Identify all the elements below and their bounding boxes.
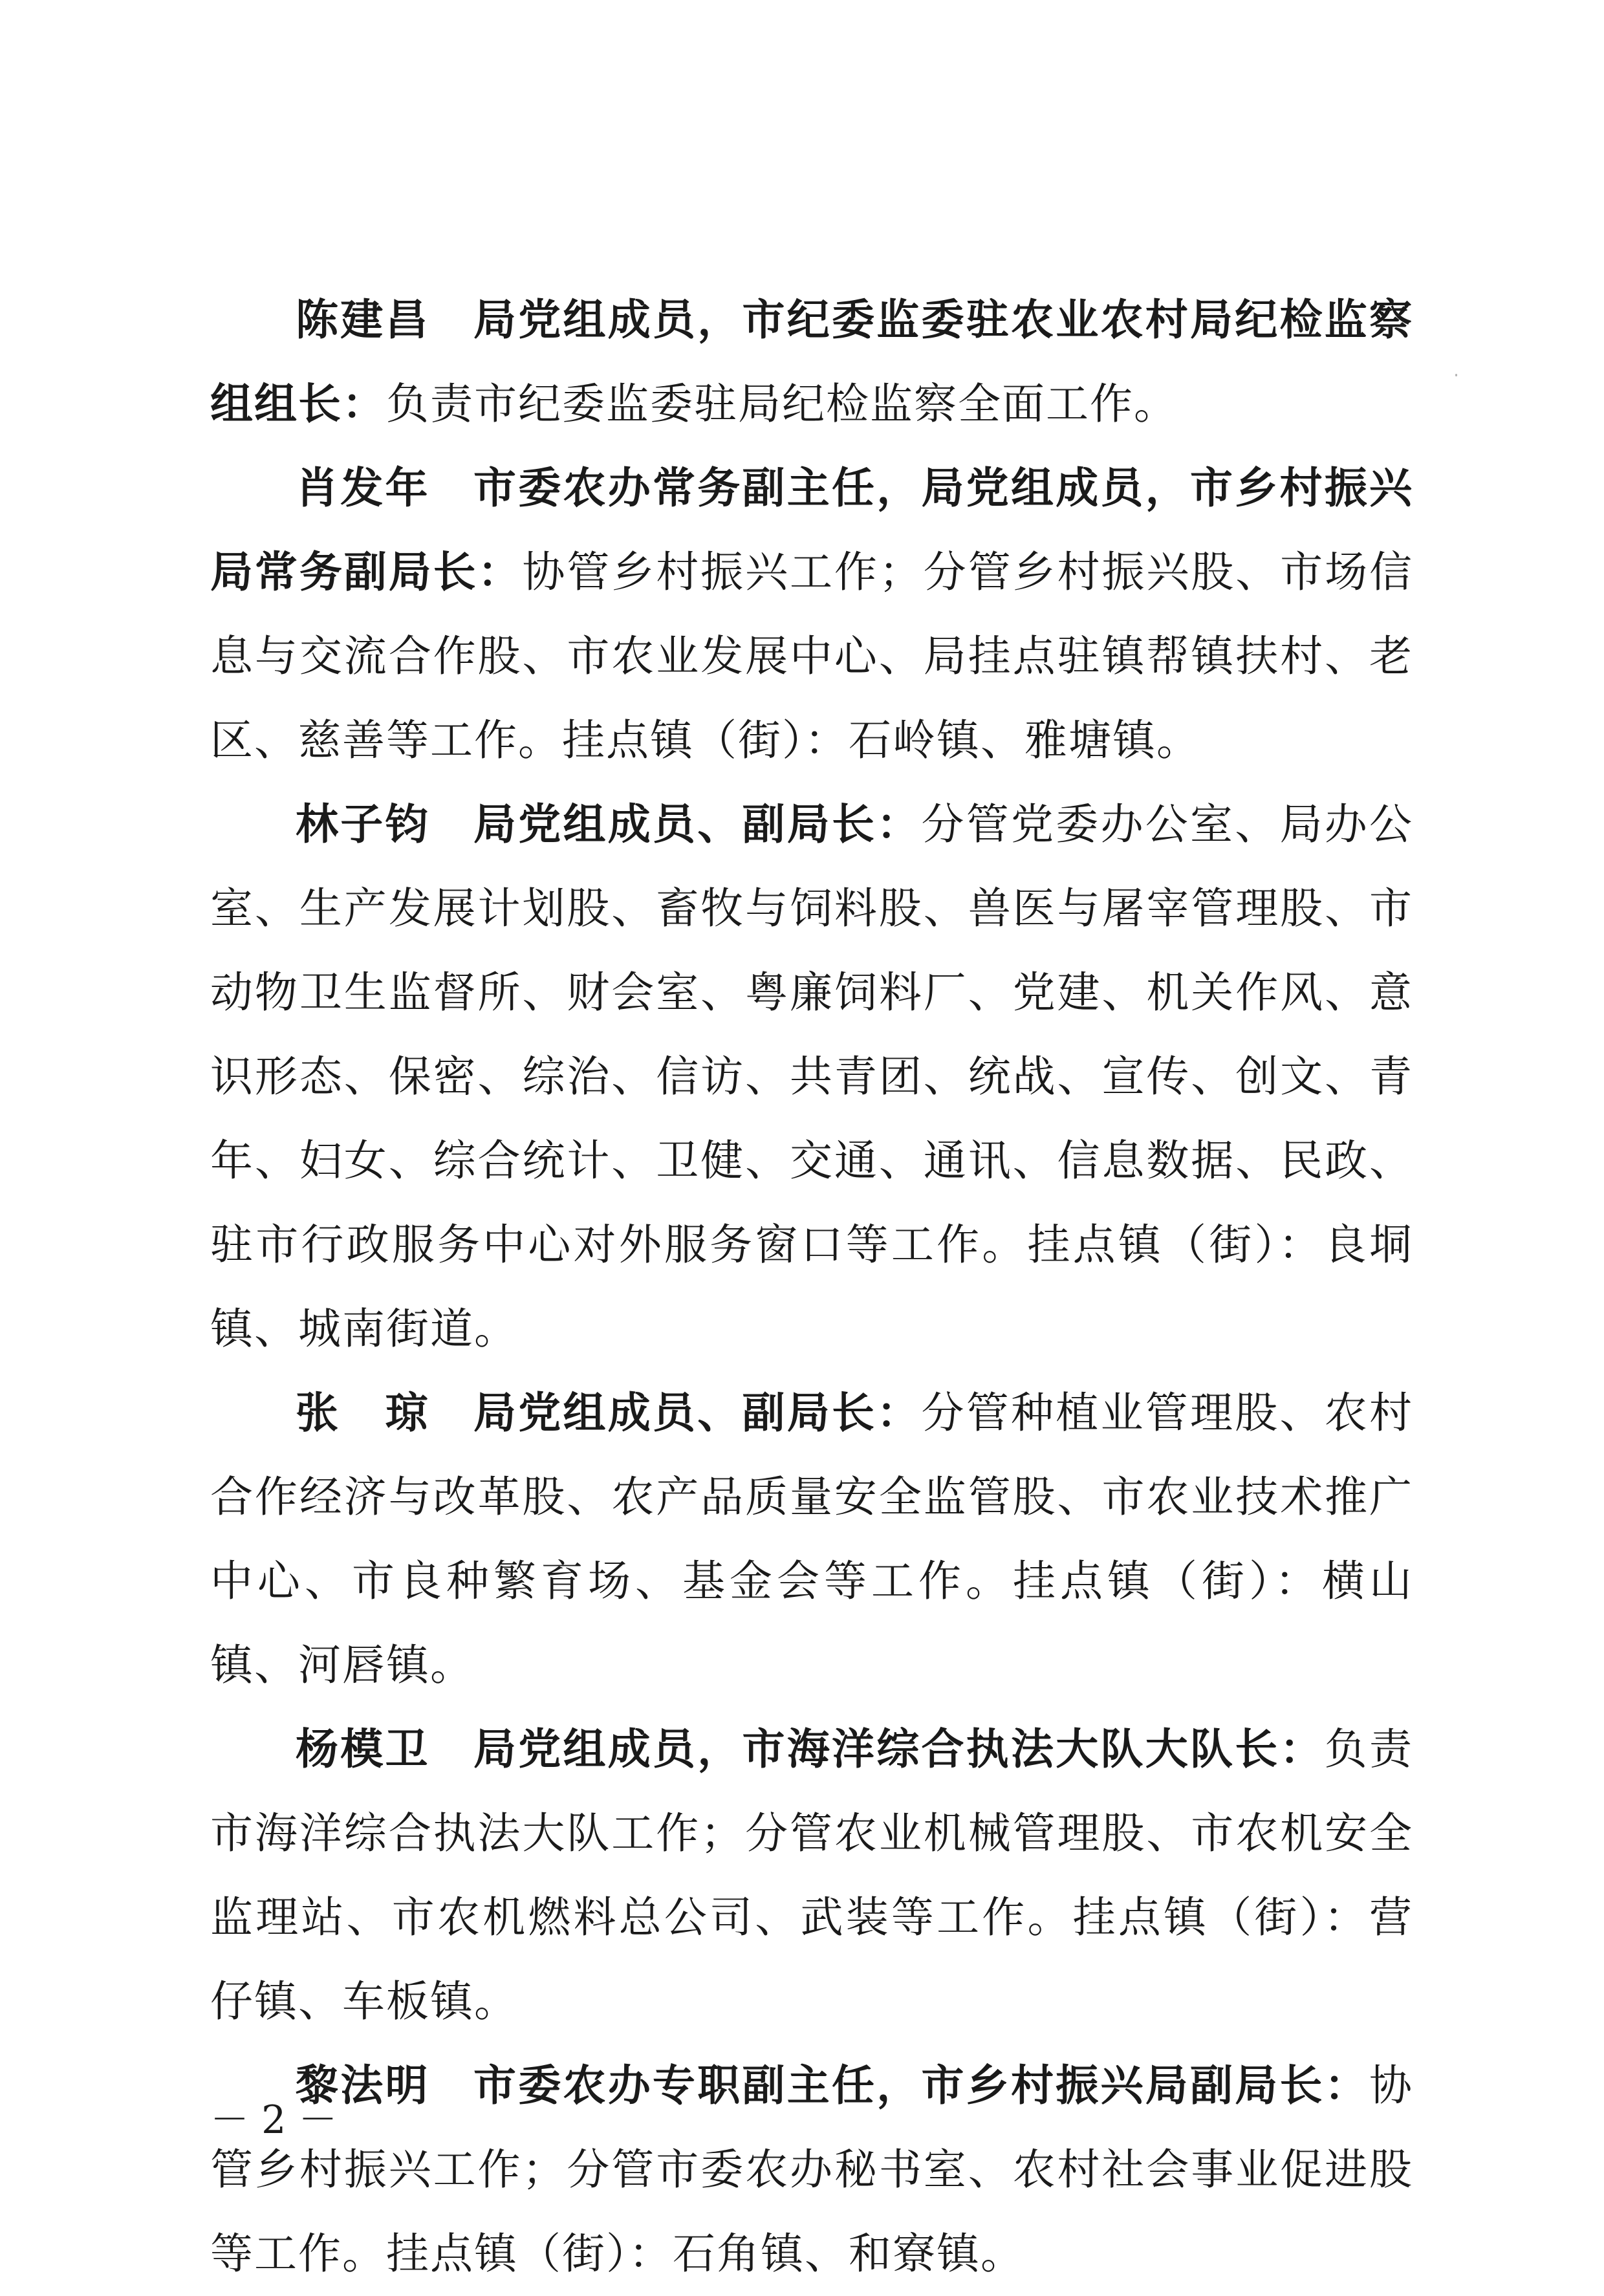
entry-body: 分管党委办公室、局办公室、生产发展计划股、畜牧与饲料股、兽医与屠宰管理股、市动物卫生监督所、财会室、粤廉饲料厂、党建、机关作风、意识形态、保密、综治、信访、共青团、统战、宣传、创文、青年、妇女、综合统计、卫健、交通、通讯、信息数据、民政、驻市行政服务中心对外服务窗口等工作。挂点镇（街）：良垌镇、城南街道。 bbox=[210, 799, 1413, 1354]
entry-title: 市委农办专职副主任，市乡村振兴局副局长： bbox=[472, 2061, 1369, 2110]
entry-title: 局党组成员，市海洋综合执法大队大队长： bbox=[472, 1724, 1325, 1774]
entry-name: 黎法明 bbox=[296, 2061, 430, 2110]
entry-yang-mowei bbox=[210, 1707, 1413, 2044]
entry-body: 负责市纪委监委驻局纪检监察全面工作。 bbox=[386, 379, 1178, 429]
entry-title: 局党组成员、副局长： bbox=[472, 1388, 922, 1438]
entry-name: 肖发年 bbox=[296, 463, 430, 513]
entry-name: 杨模卫 bbox=[296, 1724, 430, 1774]
entry-body: 协管乡村振兴工作；分管乡村振兴股、市场信息与交流合作股、市农业发展中心、局挂点驻镇帮镇扶村、老区、慈善等工作。挂点镇（街）：石岭镇、雅塘镇。 bbox=[210, 547, 1414, 765]
entry-body: 协管乡村振兴工作；分管市委农办秘书室、农村社会事业促进股等工作。挂点镇（街）：石角镇、和寮镇。 bbox=[210, 2061, 1413, 2279]
content-body bbox=[210, 278, 1413, 2296]
entry-title: 局党组成员、副局长： bbox=[472, 799, 922, 849]
entry-zhang-qiong bbox=[210, 1371, 1413, 1707]
entry-body: 分管种植业管理股、农村合作经济与改革股、农产品质量安全监管股、市农业技术推广中心、市良种繁育场、基金会等工作。挂点镇（街）：横山镇、河唇镇。 bbox=[210, 1388, 1413, 1690]
entry-li-faming bbox=[210, 2044, 1413, 2296]
entry-xiao-fanian bbox=[210, 446, 1413, 783]
entry-title: 局党组成员，市纪委监委驻农业农村局纪检监察组组长： bbox=[210, 295, 1413, 429]
entry-chen-jianchang bbox=[210, 278, 1413, 446]
entry-name: 陈建昌 bbox=[296, 295, 430, 345]
entry-body: 负责市海洋综合执法大队工作；分管农业机械管理股、市农机安全监理站、市农机燃料总公司、武装等工作。挂点镇（街）：营仔镇、车板镇。 bbox=[210, 1724, 1413, 2026]
entry-name: 林子钧 bbox=[296, 799, 430, 849]
entry-title: 市委农办常务副主任，局党组成员，市乡村振兴局常务副局长： bbox=[210, 463, 1413, 597]
page-number: － 2 － bbox=[210, 2097, 338, 2143]
entry-lin-zijun bbox=[210, 783, 1413, 1371]
entry-name: 张 琼 bbox=[296, 1388, 430, 1438]
scan-speck bbox=[1455, 374, 1457, 376]
